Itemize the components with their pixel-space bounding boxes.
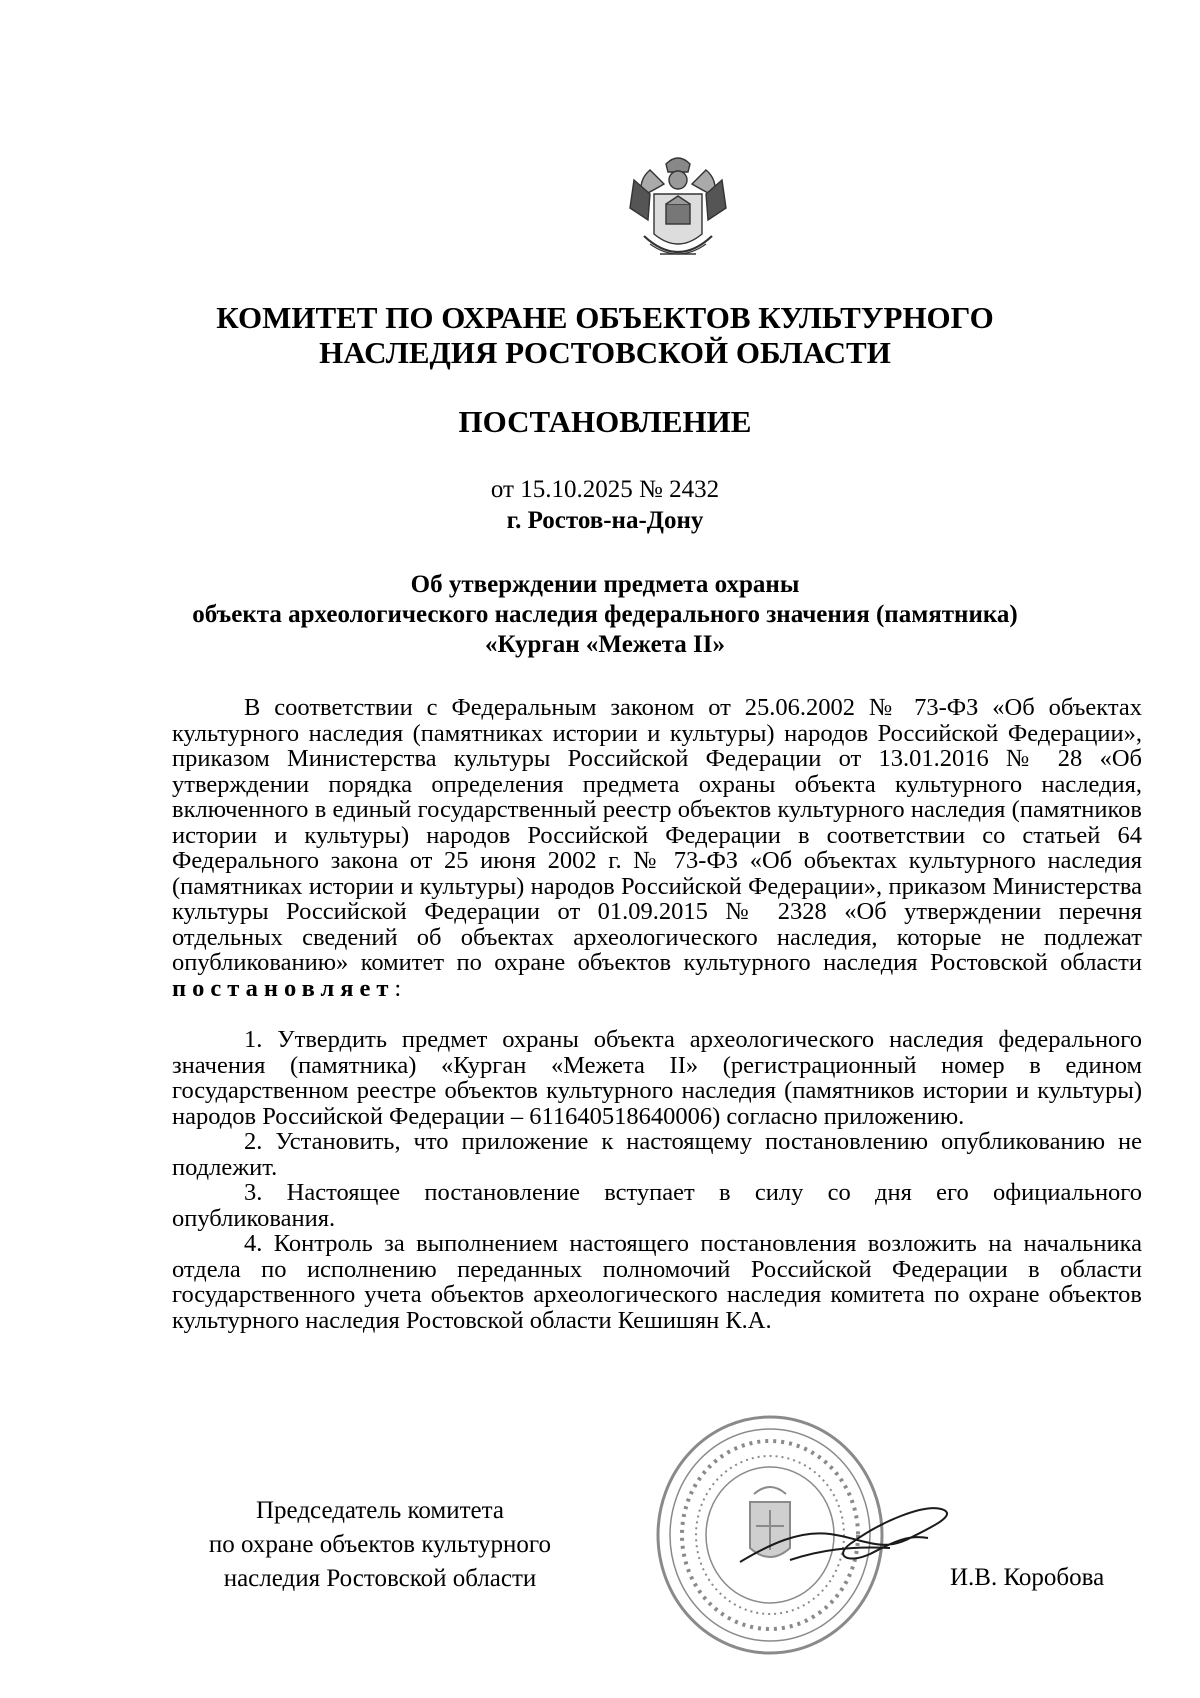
resolves-word: постановляет <box>172 974 395 1002</box>
signatory-name: И.В. Коробова <box>950 1564 1105 1591</box>
document-city: г. Ростов-на-Дону <box>506 507 704 534</box>
item-1: 1. Утвердить предмет охраны объекта археологического наследия федерального значения (памятника) «Курган «Межета II» (регистрационный номер в едином государственном реестре объектов культурного наследия (памятников истории и культуры) народов Российской Федерации – 611640518640006) согласно приложению. <box>172 1026 1142 1130</box>
preamble-paragraph <box>172 695 1142 1001</box>
organization-line-2: НАСЛЕДИЯ РОСТОВСКОЙ ОБЛАСТИ <box>319 335 891 370</box>
signatory-title-line-3: наследия Ростовской области <box>223 1565 537 1592</box>
signatory-title <box>170 1494 590 1596</box>
item-2: 2. Установить, что приложение к настоящему постановлению опубликованию не подлежит. <box>172 1128 1142 1181</box>
coat-of-arms-icon <box>620 150 736 268</box>
document-date-number: от 15.10.2025 № 2432 <box>490 476 720 503</box>
item-4: 4. Контроль за выполнением настоящего постановления возложить на начальника отдела по исполнению переданных полномочий Российской Федерации в области государственного учета объектов археологического наследия комитета по охране объектов культурного наследия Ростовской области Кешишян К.А. <box>172 1230 1142 1334</box>
handwritten-signature-icon <box>730 1500 960 1580</box>
signatory-title-line-1: Председатель комитета <box>256 1497 504 1524</box>
preamble-end: : <box>394 974 402 1002</box>
organization-name <box>160 300 1050 370</box>
signatory-title-line-2: по охране объектов культурного <box>208 1531 552 1558</box>
subject-line-3: «Курган «Межета II» <box>485 631 725 658</box>
document-type: ПОСТАНОВЛЕНИЕ <box>458 404 752 439</box>
item-3: 3. Настоящее постановление вступает в силу со дня его официального опубликования. <box>172 1179 1142 1232</box>
subject-line-2: объекта археологического наследия федерального значения (памятника) <box>192 601 1018 628</box>
preamble-text: В соответствии с Федеральным законом от 25.06.2002 № 73-ФЗ «Об объектах культурного наследия (памятниках истории и культуры) народов Российской Федерации», приказом Министерства культуры Российской Федерации от 13.01.2016 № 28 «Об утверждении порядка определения предмета охраны объекта культурного наследия, включенного в единый государственный реестр объектов культурного наследия (памятников истории и культуры) народов Российской Федерации в соответствии со статьей 64 Федерального закона от 25 июня 2002 г. № 73-ФЗ «Об объектах культурного наследия (памятниках истории и культуры) народов Российской Федерации», приказом Министерства культуры Российской Федерации от 01.09.2015 № 2328 «Об утверждении перечня отдельных сведений об объектах археологического наследия, которые не подлежат опубликованию» комитет по охране объектов культурного наследия Ростовской области <box>172 694 1142 976</box>
document-subject <box>160 570 1050 660</box>
document-body <box>172 695 1142 1333</box>
organization-line-1: КОМИТЕТ ПО ОХРАНЕ ОБЪЕКТОВ КУЛЬТУРНОГО <box>216 300 994 335</box>
subject-line-1: Об утверждении предмета охраны <box>410 571 800 598</box>
